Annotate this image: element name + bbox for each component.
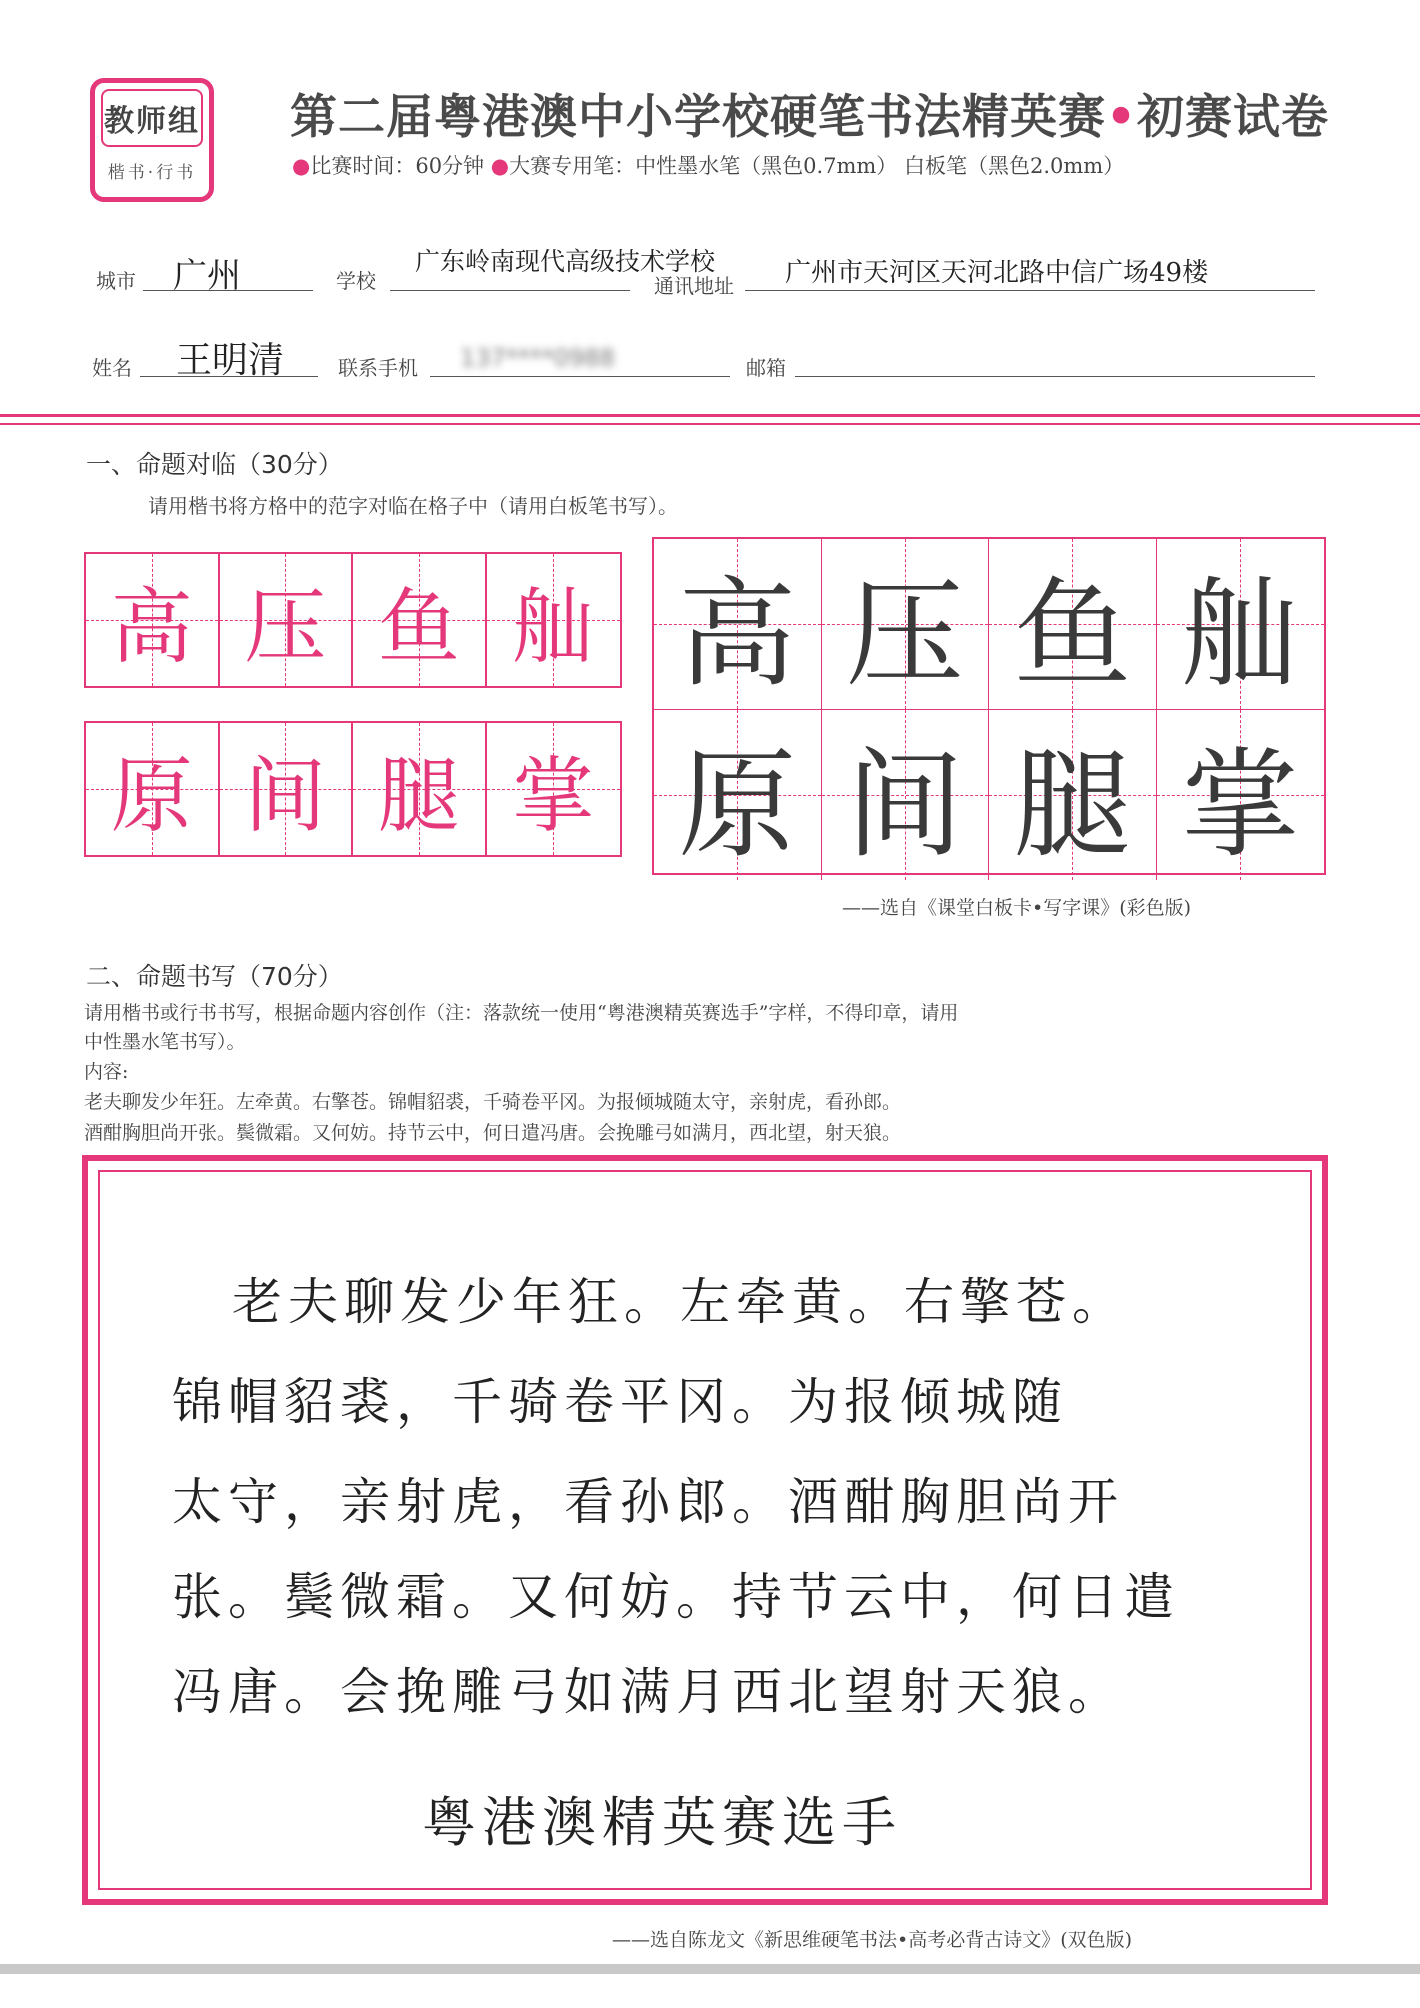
content-line-1: 老夫聊发少年狂。左牵黄。右擎苍。锦帽貂裘，千骑卷平冈。为报倾城随太守，亲射虎，看孙郎。: [84, 1091, 902, 1113]
email-field[interactable]: [795, 338, 1315, 377]
school-field[interactable]: 广东岭南现代高级技术学校: [390, 252, 630, 291]
title-suffix: 初赛试卷: [1137, 90, 1330, 145]
badge-group-label: 教师组: [101, 89, 203, 147]
model-cell: 间: [220, 723, 354, 855]
section1-instruction: 请用楷书将方格中的范字对临在格子中（请用白板笔书写）。: [148, 494, 678, 518]
copy-grid: [652, 537, 1326, 875]
model-cell: 舢: [487, 554, 621, 686]
model-cell: 压: [220, 554, 354, 686]
name-label: 姓名: [92, 356, 132, 380]
content-label: 内容:: [84, 1061, 129, 1083]
copy-cell: 间: [822, 710, 990, 880]
model-grid-row1: [84, 552, 622, 688]
written-line: 张。鬓微霜。又何妨。持节云中，何日遣: [172, 1568, 1180, 1626]
content-line-2: 酒酣胸胆尚开张。鬓微霜。又何妨。持节云中，何日遣冯唐。会挽雕弓如满月，西北望，射天狼。: [84, 1122, 902, 1144]
phone-label: 联系手机: [338, 356, 418, 380]
address-label: 通讯地址: [654, 274, 734, 298]
email-label: 邮箱: [746, 356, 786, 380]
written-line: 太守，亲射虎，看孙郎。酒酣胸胆尚开: [172, 1473, 1124, 1531]
model-cell: 掌: [487, 723, 621, 855]
copy-cell: 鱼: [989, 539, 1157, 710]
city-field[interactable]: 广州: [143, 252, 313, 291]
model-grid-row2: [84, 721, 622, 857]
copy-cell: 原: [654, 710, 822, 880]
page-title: [290, 80, 1329, 147]
section2-source: ——选自陈龙文《新思维硬笔书法•高考必背古诗文》(双色版): [612, 1929, 1133, 1951]
badge-style-label: 楷书·行书: [107, 163, 197, 183]
scan-edge-bar: [0, 1964, 1420, 1974]
name-field[interactable]: 王明清: [140, 338, 318, 377]
copy-cell: 高: [654, 539, 822, 710]
section2-instruction-2: 中性墨水笔书写）。: [84, 1031, 246, 1053]
written-line: 锦帽貂裘，千骑卷平冈。为报倾城随: [172, 1373, 1068, 1431]
exam-pen: 大赛专用笔：中性墨水笔（黑色0.7mm） 白板笔（黑色2.0mm）: [509, 154, 1125, 178]
written-line: 冯唐。会挽雕弓如满月西北望射天狼。: [172, 1663, 1124, 1721]
copy-cell: 腿: [989, 710, 1157, 880]
exam-time: 比赛时间：60分钟: [310, 154, 485, 178]
phone-field[interactable]: 137****0988: [430, 338, 730, 377]
header-divider: [0, 414, 1420, 417]
written-line: 老夫聊发少年狂。左牵黄。右擎苍。: [232, 1273, 1128, 1331]
section2-heading: 二、命题书写（70分）: [86, 962, 343, 991]
section2-instruction-1: 请用楷书或行书书写，根据命题内容创作（注：落款统一使用“粤港澳精英赛选手”字样，不得印章，请用: [84, 1002, 959, 1024]
model-cell: 鱼: [353, 554, 487, 686]
exam-info-line: ●比赛时间：60分钟 ●大赛专用笔：中性墨水笔（黑色0.7mm） 白板笔（黑色2.0mm）: [292, 154, 1125, 178]
section1-heading: 一、命题对临（30分）: [86, 450, 343, 479]
signature: 粤港澳精英赛选手: [422, 1791, 902, 1854]
section1-source: ——选自《课堂白板卡•写字课》(彩色版): [842, 897, 1192, 919]
title-main: 第二届粤港澳中小学校硬笔书法精英赛: [290, 90, 1106, 145]
copy-cell: 舢: [1157, 539, 1325, 710]
copy-cell: 掌: [1157, 710, 1325, 880]
school-label: 学校: [336, 269, 376, 293]
header-divider-thin: [0, 423, 1420, 425]
group-badge: [90, 78, 214, 202]
copy-cell: 压: [822, 539, 990, 710]
model-cell: 腿: [353, 723, 487, 855]
model-cell: 原: [86, 723, 220, 855]
address-field[interactable]: 广州市天河区天河北路中信广场49楼: [745, 252, 1315, 291]
model-cell: 高: [86, 554, 220, 686]
city-label: 城市: [96, 269, 136, 293]
title-dot: •: [1106, 90, 1138, 145]
